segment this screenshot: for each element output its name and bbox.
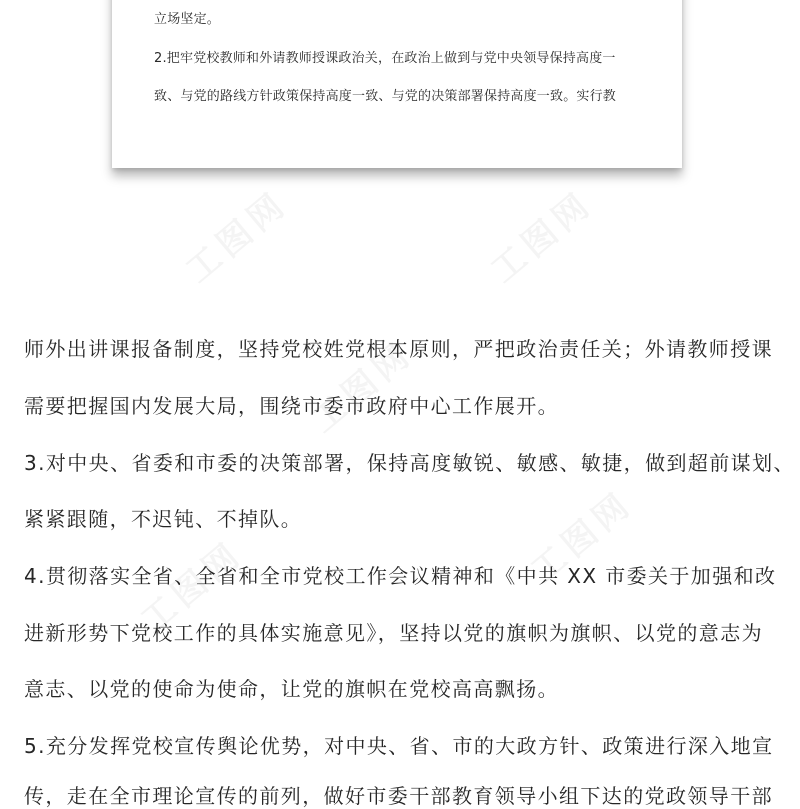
body-line: 紧紧跟随，不迟钝、不掉队。 — [24, 507, 303, 531]
document-preview-card — [112, 0, 682, 168]
preview-line: 立场坚定。 — [154, 12, 221, 27]
watermark — [173, 177, 296, 292]
watermark — [478, 177, 601, 292]
body-line: 需要把握国内发展大局，围绕市委市政府中心工作展开。 — [24, 394, 559, 418]
body-line: 意志、以党的使命为使命，让党的旗帜在党校高高飘扬。 — [24, 677, 559, 701]
body-line: 师外出讲课报备制度，坚持党校姓党根本原则，严把政治责任关；外请教师授课 — [24, 337, 773, 361]
body-line: 传，走在全市理论宣传的前列，做好市委干部教育领导小组下达的党政领导干部 — [24, 784, 773, 808]
body-line: 进新形势下党校工作的具体实施意见》，坚持以党的旗帜为旗帜、以党的意志为 — [24, 621, 763, 645]
body-line: 3.对中央、省委和市委的决策部署，保持高度敏锐、敏感、敏捷，做到超前谋划、 — [24, 451, 795, 475]
body-line: 5.充分发挥党校宣传舆论优势，对中央、省、市的大政方针、政策进行深入地宣 — [24, 734, 774, 758]
preview-line: 2.把牢党校教师和外请教师授课政治关，在政治上做到与党中央领导保持高度一 — [154, 51, 616, 66]
body-line: 4.贯彻落实全省、全省和全市党校工作会议精神和《中共 XX 市委关于加强和改 — [24, 564, 777, 588]
preview-line: 致、与党的路线方针政策保持高度一致、与党的决策部署保持高度一致。实行教 — [154, 89, 617, 104]
